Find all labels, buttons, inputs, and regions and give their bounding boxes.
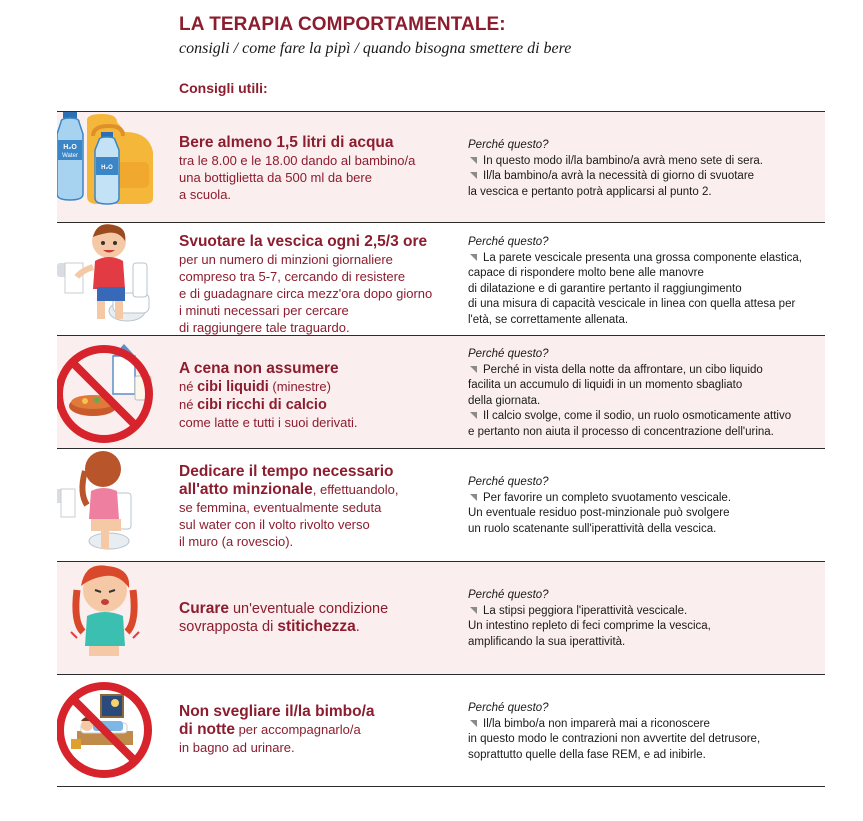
tip-line: né cibi liquidi (minestre) [179,379,331,395]
water-bottle-backpack-icon [57,112,175,223]
why-label: Perché questo? [468,476,549,488]
boy-on-toilet-icon [57,223,175,336]
reason-line: di una misura di capacità vescicale in linea con quella attesa per [468,298,796,310]
reason-line: Un intestino repleto di feci comprime la vescica, [468,620,711,632]
triangle-bullet-icon [470,607,477,614]
girl-on-toilet-icon [57,449,175,562]
reason-line: facilita un accumulo di liquidi in un momento sbagliato [468,379,743,391]
tip-row-night [57,674,825,787]
reason-line: Il/la bimbo/a non imparerà mai a riconoscere [468,717,828,733]
reason-line: soprattutto quelle della fase REM, e ad inibirle. [468,748,706,761]
reason-line: amplificando la sua iperattività. [468,635,626,648]
triangle-bullet-icon [470,254,477,261]
triangle-bullet-icon [470,157,477,164]
tip-line: se femmina, eventualmente seduta [179,500,382,515]
reason-line: in questo modo le contrazioni non avvertite del detrusore, [468,733,761,745]
tip-line: come latte e tutti i suoi derivati. [179,415,358,430]
tip-line: in bagno ad urinare. [179,740,295,755]
triangle-bullet-icon [470,412,477,419]
tip-row-dinner [57,335,825,449]
reason-line: La parete vescicale presenta una grossa componente elastica, [468,251,828,267]
tip-line: e di guadagnare circa mezz'ora dopo giorno [179,286,433,301]
tip-line: Curare un'eventuale condizione [179,600,389,617]
tip-row-bladder [57,222,825,336]
tip-line: all'atto minzionale, effettuandolo, [179,481,399,498]
reason-line: l'età, se correttamente allenata. [468,313,629,326]
reason-line: Perché in vista della notte da affrontare, un cibo liquido [468,363,828,379]
svg-text:H₂O: H₂O [63,144,77,151]
tip-line: di notte per accompagnarlo/a [179,721,361,738]
tip-line: i minuti necessari per cercare [179,303,349,318]
why-label: Perché questo? [468,589,549,601]
reason-line: Un eventuale residuo post-minzionale può svolgere [468,507,730,519]
reason-line: La stipsi peggiora l'iperattività vescicale. [468,604,828,620]
reason-line: Il calcio svolge, come il sodio, un ruolo osmoticamente attivo [468,409,828,425]
triangle-bullet-icon [470,366,477,373]
tip-line: a scuola. [179,187,232,202]
why-label: Perché questo? [468,139,549,151]
why-label: Perché questo? [468,702,549,714]
tip-line: per un numero di minzioni giornaliere [179,252,393,267]
tip-line: di raggiungere tale traguardo. [179,320,350,335]
section-title: Consigli utili: [179,80,268,96]
tip-heading: Svuotare la vescica ogni 2,5/3 ore [179,233,428,250]
tip-row-water [57,111,825,223]
girl-stomach-ache-icon [57,562,175,675]
tip-line: compreso tra 5-7, cercando di resistere [179,269,406,284]
page-title: LA TERAPIA COMPORTAMENTALE: [179,14,506,35]
triangle-bullet-icon [470,494,477,501]
reason-line: capace di rispondere molto bene alle manovre [468,267,704,279]
tip-heading: A cena non assumere [179,360,339,377]
reason-line: Il/la bambino/a avrà la necessità di giorno di svuotare [468,169,828,185]
page-subtitle: consigli / come fare la pipì / quando bisogna smettere di bere [179,40,572,57]
tip-line: una bottiglietta da 500 ml da bere [179,170,372,185]
reason-line: di dilatazione e di garantire pertanto il raggiungimento [468,282,742,295]
tip-row-constipation [57,561,825,675]
svg-text:H₂O: H₂O [101,165,113,171]
tip-line: tra le 8.00 e le 18.00 dando al bambino/a [179,153,416,168]
tip-heading: Non svegliare il/la bimbo/a [179,703,375,720]
triangle-bullet-icon [470,720,477,727]
reason-line: In questo modo il/la bambino/a avrà meno sete di sera. [468,154,828,170]
svg-text:Water: Water [62,153,78,159]
reason-line: un ruolo scatenante sull'iperattività della vescica. [468,522,717,535]
tip-line: il muro (a rovescio). [179,534,294,549]
tip-line: sul water con il volto rivolto verso [179,517,370,532]
tip-line: sovrapposta di stitichezza. [179,618,360,635]
reason-line: della giornata. [468,394,541,407]
why-label: Perché questo? [468,236,549,248]
reason-line: la vescica e pertanto potrà applicarsi al punto 2. [468,185,712,198]
triangle-bullet-icon [470,172,477,179]
reason-line: Per favorire un completo svuotamento vescicale. [468,491,828,507]
reason-line: e pertanto non aiuta il processo di concentrazione dell'urina. [468,425,774,438]
why-label: Perché questo? [468,348,549,360]
tip-row-time [57,448,825,562]
no-liquid-food-icon [57,336,175,449]
tip-line: né cibi ricchi di calcio [179,397,327,413]
no-wake-child-icon [57,675,175,786]
tip-heading: Dedicare il tempo necessario [179,463,394,480]
tip-heading: Bere almeno 1,5 litri di acqua [179,134,394,151]
